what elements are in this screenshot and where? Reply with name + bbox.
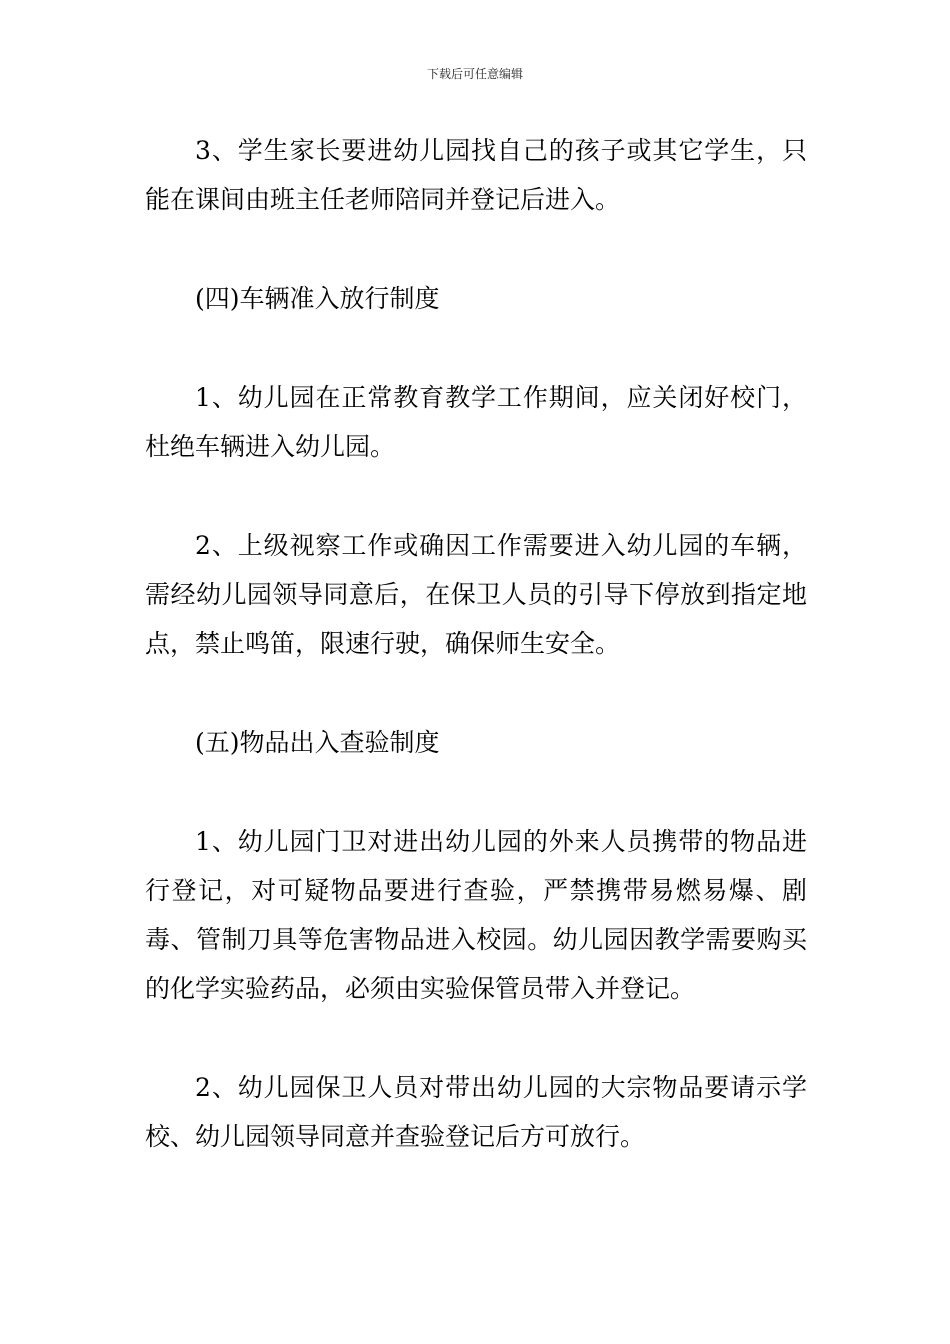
paragraph-gap (145, 224, 807, 274)
document-body (145, 126, 807, 1161)
paragraph-vehicle-rule-1: 1、幼儿园在正常教育教学工作期间，应关闭好校门，杜绝车辆进入幼儿园。 (145, 383, 807, 461)
paragraph-gap (145, 767, 807, 817)
paragraph-gap (145, 471, 807, 521)
section-heading-items: (五)物品出入查验制度 (195, 728, 440, 757)
paragraph-gap (145, 323, 807, 373)
paragraph-items-rule-2: 2、幼儿园保卫人员对带出幼儿园的大宗物品要请示学校、幼儿园领导同意并查验登记后方可放行。 (145, 1073, 807, 1151)
page-header-note: 下载后可任意编辑 (426, 67, 523, 81)
paragraph-items-rule-1: 1、幼儿园门卫对进出幼儿园的外来人员携带的物品进行登记，对可疑物品要进行查验，严禁携带易燃易爆、剧毒、管制刀具等危害物品进入校园。幼儿园因教学需要购买的化学实验药品，必须由实验保管员带入并登记。 (145, 827, 807, 1003)
section-heading-vehicle: (四)车辆准入放行制度 (195, 284, 440, 313)
paragraph-vehicle-rule-2: 2、上级视察工作或确因工作需要进入幼儿园的车辆，需经幼儿园领导同意后，在保卫人员的引导下停放到指定地点，禁止鸣笛，限速行驶，确保师生安全。 (145, 531, 807, 658)
paragraph-gap (145, 1013, 807, 1063)
paragraph-parent-entry-rule: 3、学生家长要进幼儿园找自己的孩子或其它学生，只能在课间由班主任老师陪同并登记后进入。 (145, 136, 807, 214)
paragraph-gap (145, 668, 807, 718)
